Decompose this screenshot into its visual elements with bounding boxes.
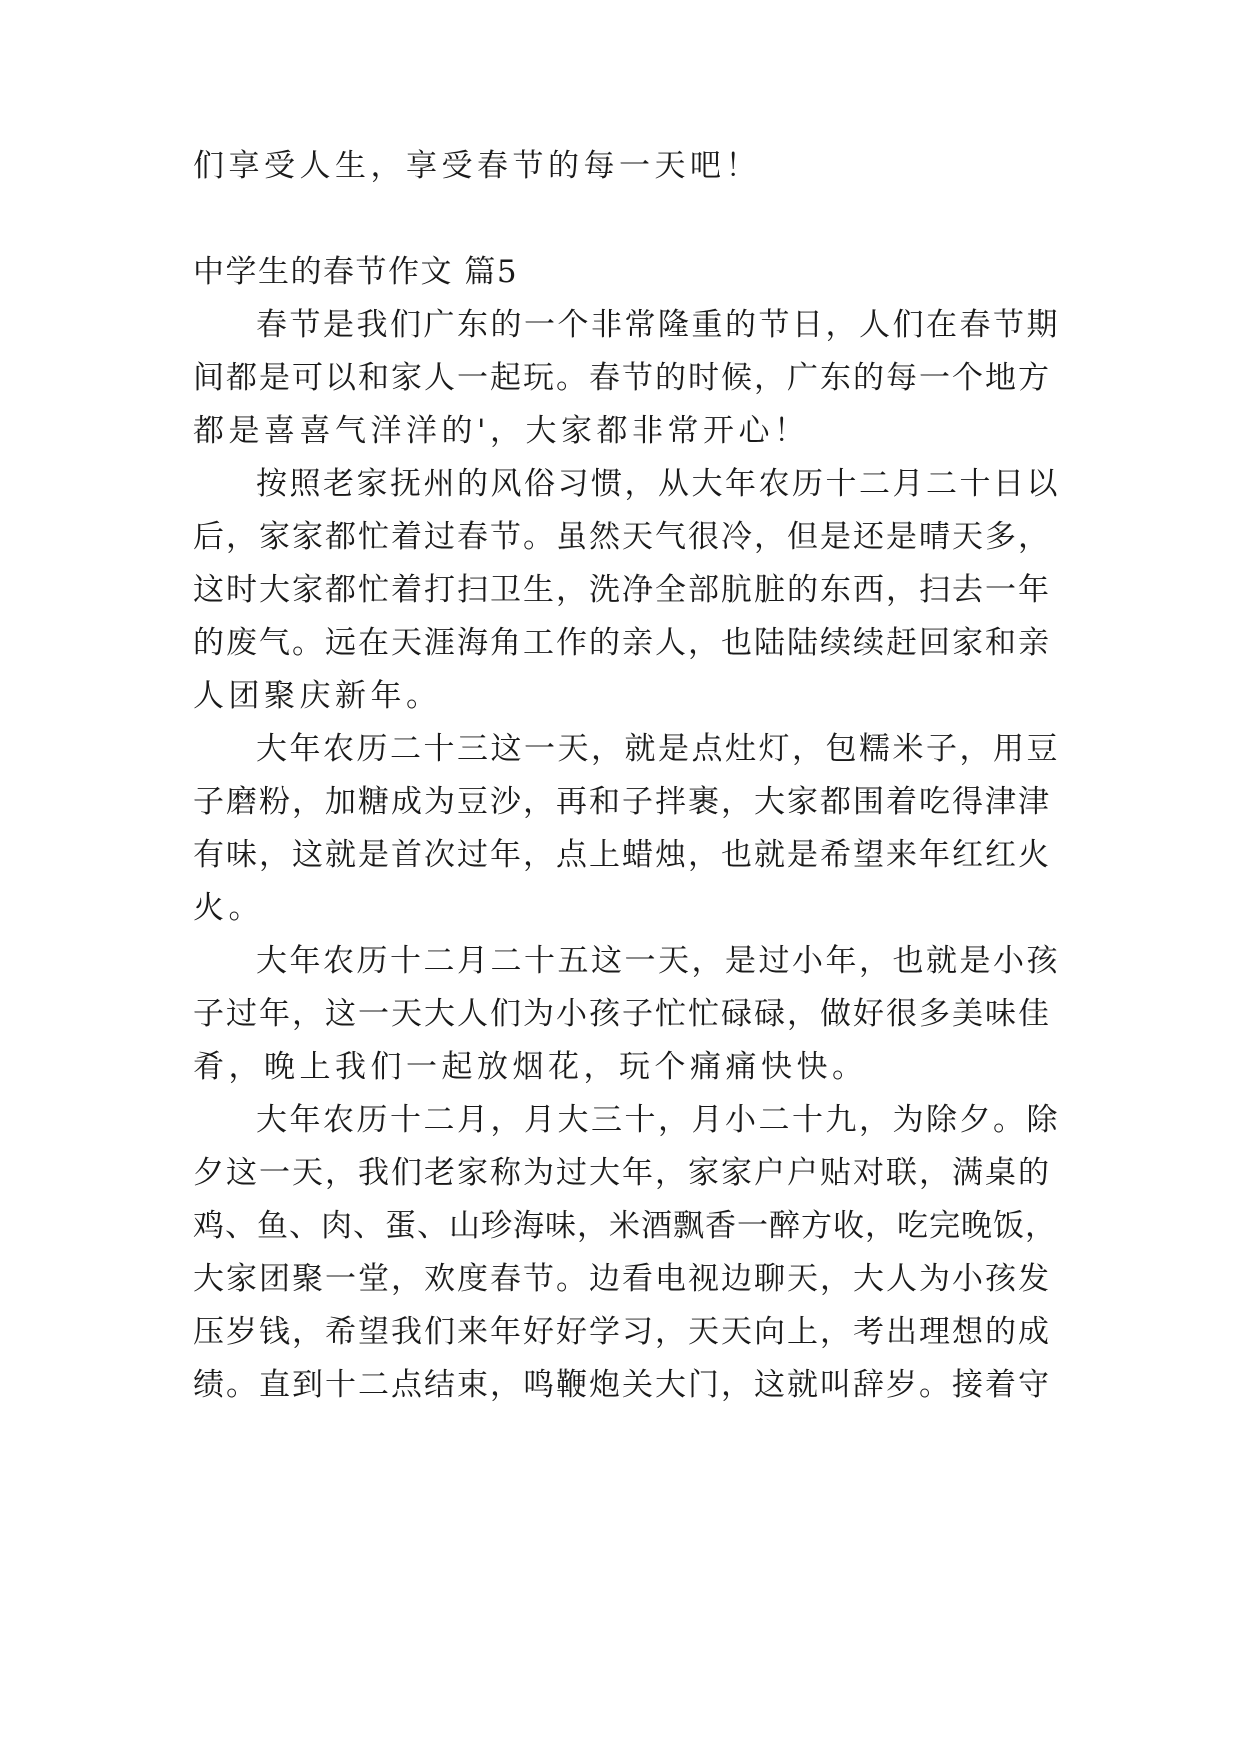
paragraph-line: 后，家家都忙着过春节。虽然天气很冷，但是还是晴天多，: [193, 519, 1051, 555]
paragraph-line: 大年农历十二月二十五这一天，是过小年，也就是小孩: [256, 943, 1060, 979]
paragraph-line: 人团聚庆新年。: [193, 678, 442, 714]
paragraph-line: 大年农历十二月，月大三十，月小二十九，为除夕。除: [256, 1102, 1060, 1138]
paragraph-line: 肴，晚上我们一起放烟花，玩个痛痛快快。: [193, 1049, 868, 1085]
paragraph-line: 们享受人生，享受春节的每一天吧！: [193, 148, 761, 184]
paragraph-line: 大年农历二十三这一天，就是点灶灯，包糯米子，用豆: [256, 731, 1060, 767]
paragraph-line: 子磨粉，加糖成为豆沙，再和子拌裹，大家都围着吃得津津: [193, 784, 1051, 820]
paragraph-line: 间都是可以和家人一起玩。春节的时候，广东的每一个地方: [193, 360, 1051, 396]
paragraph-line: 春节是我们广东的一个非常隆重的节日，人们在春节期: [256, 307, 1060, 343]
paragraph-line: 这时大家都忙着打扫卫生，洗净全部肮脏的东西，扫去一年: [193, 572, 1051, 608]
paragraph-line: 压岁钱，希望我们来年好好学习，天天向上，考出理想的成: [193, 1314, 1051, 1350]
paragraph-line: 有味，这就是首次过年，点上蜡烛，也就是希望来年红红火: [193, 837, 1051, 873]
paragraph-line: 火。: [193, 890, 264, 926]
paragraph-line: 绩。直到十二点结束，鸣鞭炮关大门，这就叫辞岁。接着守: [193, 1367, 1051, 1403]
paragraph-line: 子过年，这一天大人们为小孩子忙忙碌碌，做好很多美味佳: [193, 996, 1051, 1032]
paragraph-line: 按照老家抚州的风俗习惯，从大年农历十二月二十日以: [256, 466, 1060, 502]
paragraph-line: 鸡、鱼、肉、蛋、山珍海味，米酒飘香一醉方收，吃完晚饭，: [193, 1208, 1057, 1244]
section-heading: 中学生的春节作文 篇5: [193, 254, 519, 290]
paragraph-line: 都是喜喜气洋洋的'，大家都非常开心！: [193, 413, 810, 449]
paragraph-line: 的废气。远在天涯海角工作的亲人，也陆陆续续赶回家和亲: [193, 625, 1051, 661]
paragraph-line: 夕这一天，我们老家称为过大年，家家户户贴对联，满桌的: [193, 1155, 1051, 1191]
paragraph-line: 大家团聚一堂，欢度春节。边看电视边聊天，大人为小孩发: [193, 1261, 1051, 1297]
